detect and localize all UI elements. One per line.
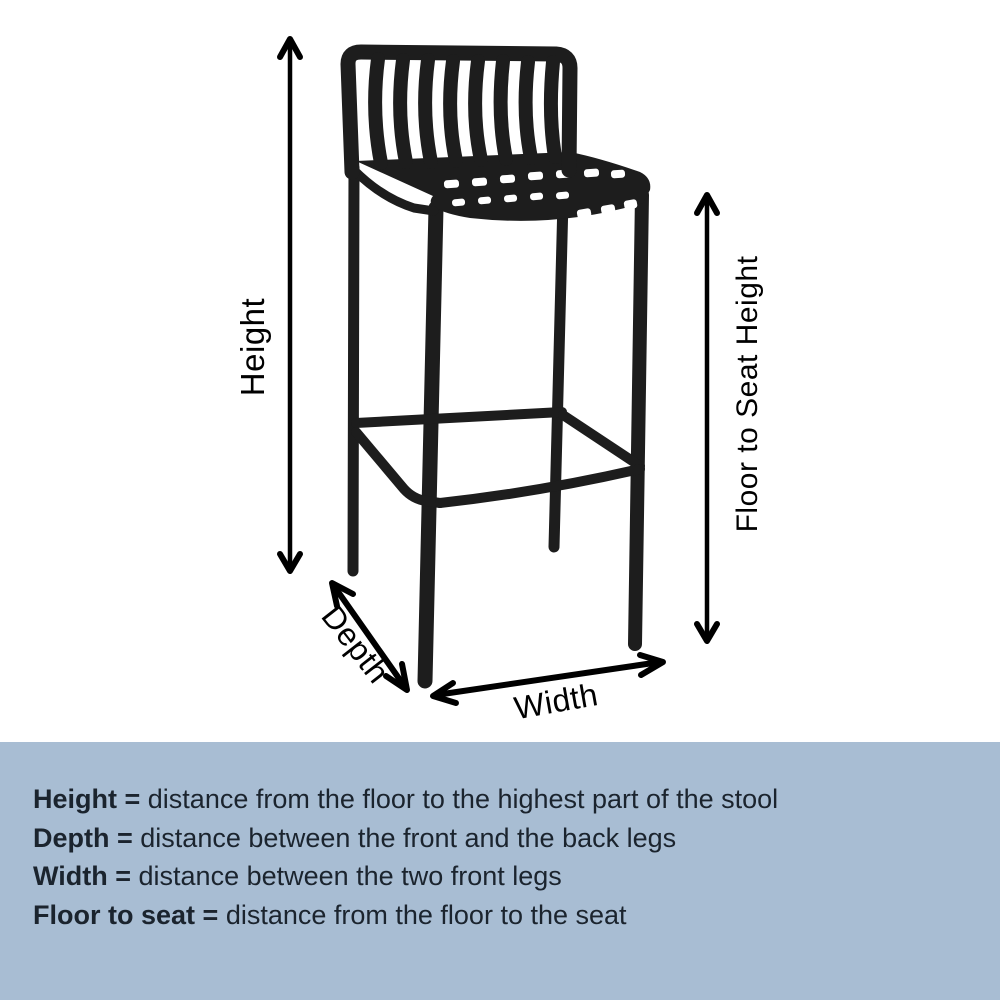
stool-illustration (348, 52, 650, 681)
legend-term-height: Height = (33, 784, 141, 814)
legend-term-floor-to-seat: Floor to seat = (33, 899, 219, 930)
legend-definition-depth: distance between the front and the back legs (140, 822, 677, 853)
legend-line-height (33, 780, 980, 819)
front-right-leg (635, 195, 642, 644)
stool-back (348, 52, 570, 172)
width-dimension (433, 655, 663, 726)
height-label: Height (234, 297, 271, 397)
legend-line-width (33, 857, 980, 896)
depth-dimension (314, 583, 407, 690)
legend-term-depth: Depth = (33, 822, 133, 853)
back-left-leg (353, 168, 354, 571)
depth-label: Depth (314, 598, 397, 690)
stool-footrest (356, 412, 640, 503)
legend-definition-width: distance between the two front legs (138, 861, 562, 891)
floor-to-seat-dimension (697, 195, 764, 641)
legend-definition-height: distance from the floor to the highest part of the stool (147, 784, 779, 814)
legend-line-depth (33, 819, 980, 858)
back-slats (375, 59, 555, 163)
back-rail (356, 412, 562, 423)
front-left-leg (425, 208, 436, 681)
legend-line-floor-to-seat (33, 896, 980, 935)
floor-to-seat-label: Floor to Seat Height (731, 255, 764, 533)
front-rail (440, 469, 640, 503)
height-dimension (234, 39, 300, 571)
legend-definition-floor-to-seat: distance from the floor to the seat (225, 899, 627, 930)
width-label: Width (511, 676, 601, 727)
right-rail (563, 415, 640, 466)
legend-panel (0, 742, 1000, 1000)
legend-term-width: Width = (33, 861, 131, 891)
